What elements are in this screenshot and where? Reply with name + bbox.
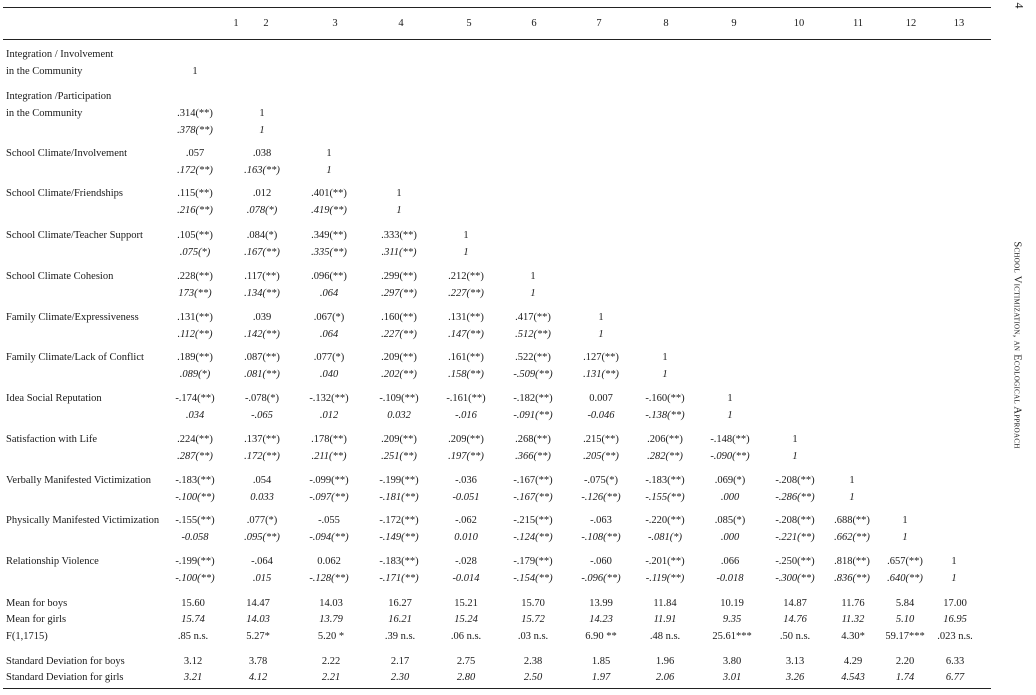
correlation-cell: .349(**) <box>311 230 347 241</box>
correlation-cell-alt: .095(**) <box>244 532 280 543</box>
correlation-cell-alt: -.221(**) <box>775 532 815 543</box>
correlation-cell-alt: -.286(**) <box>775 492 815 503</box>
stat-value: 11.91 <box>653 614 677 625</box>
correlation-cell-alt: .640(**) <box>887 573 923 584</box>
stat-value: 3.21 <box>183 672 203 683</box>
correlation-cell-alt: .142(**) <box>244 329 280 340</box>
correlation-cell: -.201(**) <box>645 556 685 567</box>
stat-value: 13.79 <box>319 614 343 625</box>
stat-value: 3.78 <box>248 656 268 667</box>
correlation-cell: 1 <box>326 148 332 159</box>
correlation-cell: -.161(**) <box>446 393 486 404</box>
correlation-cell-alt: .158(**) <box>448 369 484 380</box>
column-number: 12 <box>905 18 917 29</box>
correlation-cell-alt: -.091(**) <box>513 410 553 421</box>
row-label: Satisfaction with Life <box>6 434 97 445</box>
correlation-cell: -.208(**) <box>775 515 815 526</box>
correlation-cell: -.075(*) <box>583 475 619 486</box>
stat-value: 1.74 <box>895 672 915 683</box>
column-number: 6 <box>531 18 537 29</box>
stat-value: 14.87 <box>783 598 807 609</box>
stat-value: 11.84 <box>653 598 677 609</box>
correlation-cell-alt: 0.033 <box>250 492 274 503</box>
column-number: 3 <box>332 18 338 29</box>
correlation-cell: -.148(**) <box>710 434 750 445</box>
correlation-cell-alt: -.138(**) <box>645 410 685 421</box>
correlation-cell: -.199(**) <box>379 475 419 486</box>
correlation-cell-alt: .197(**) <box>448 451 484 462</box>
correlation-cell-alt: .167(**) <box>244 247 280 258</box>
stat-value: 6.33 <box>945 656 965 667</box>
correlation-cell-alt: -.108(**) <box>581 532 621 543</box>
stat-value: 13.99 <box>589 598 613 609</box>
stat-value: 1.85 <box>591 656 611 667</box>
correlation-cell: .117(**) <box>244 271 280 282</box>
row-label: Family Climate/Lack of Conflict <box>6 352 144 363</box>
correlation-cell-alt: -.509(**) <box>513 369 553 380</box>
correlation-cell: 1 <box>192 66 198 77</box>
stat-value: 11.76 <box>841 598 865 609</box>
correlation-cell-alt: -0.014 <box>452 573 480 584</box>
correlation-cell-alt: .205(**) <box>583 451 619 462</box>
stat-value: 15.72 <box>521 614 545 625</box>
stat-value: 1.96 <box>655 656 675 667</box>
correlation-cell: .057 <box>185 148 205 159</box>
correlation-cell-alt: -.167(**) <box>513 492 553 503</box>
header-bottom-rule <box>3 39 991 40</box>
correlation-cell: .087(**) <box>244 352 280 363</box>
correlation-cell: 1 <box>259 108 265 119</box>
stat-value: 14.03 <box>319 598 343 609</box>
correlation-cell-alt: -.181(**) <box>379 492 419 503</box>
correlation-cell-alt: .378(**) <box>177 125 213 136</box>
correlation-cell-alt: .366(**) <box>515 451 551 462</box>
correlation-cell: 1 <box>792 434 798 445</box>
stat-value: 5.20 * <box>317 631 345 642</box>
correlation-cell: .137(**) <box>244 434 280 445</box>
stat-value: 25.61*** <box>712 631 752 642</box>
stat-value: 4.29 <box>843 656 863 667</box>
stat-value: 4.543 <box>841 672 865 683</box>
correlation-cell-alt: .512(**) <box>515 329 551 340</box>
correlation-cell: -.179(**) <box>513 556 553 567</box>
correlation-cell-alt: .000 <box>720 492 740 503</box>
correlation-cell: -.220(**) <box>645 515 685 526</box>
correlation-cell-alt: .012 <box>319 410 339 421</box>
correlation-cell-alt: -.171(**) <box>379 573 419 584</box>
correlation-cell-alt: -.016 <box>455 410 477 421</box>
correlation-cell: 1 <box>396 188 402 199</box>
row-label: Integration / Involvement <box>6 49 114 60</box>
column-number: 8 <box>663 18 669 29</box>
correlation-cell: 1 <box>530 271 536 282</box>
correlation-cell: .131(**) <box>448 312 484 323</box>
stat-value: 2.80 <box>456 672 476 683</box>
correlation-cell-alt: 0.010 <box>454 532 478 543</box>
stat-value: 15.60 <box>181 598 205 609</box>
correlation-cell: 1 <box>849 475 855 486</box>
row-label: Verbally Manifested Victimization <box>6 475 151 486</box>
correlation-cell-alt: .227(**) <box>381 329 417 340</box>
stat-value: 2.17 <box>390 656 410 667</box>
correlation-cell-alt: 1 <box>849 492 855 503</box>
correlation-cell: .084(*) <box>246 230 278 241</box>
correlation-cell: 1 <box>598 312 604 323</box>
correlation-cell-alt: 1 <box>463 247 469 258</box>
correlation-cell: 1 <box>463 230 469 241</box>
stat-label: Standard Deviation for girls <box>6 672 124 683</box>
stat-value: 16.21 <box>388 614 412 625</box>
correlation-cell-alt: .172(**) <box>177 165 213 176</box>
column-number: 4 <box>398 18 404 29</box>
correlation-cell-alt: .836(**) <box>834 573 870 584</box>
stat-value: 3.13 <box>785 656 805 667</box>
correlation-cell: -.215(**) <box>513 515 553 526</box>
row-label: Physically Manifested Victimization <box>6 515 160 526</box>
correlation-cell-alt: .172(**) <box>244 451 280 462</box>
correlation-cell: -.155(**) <box>175 515 215 526</box>
correlation-cell: .085(*) <box>714 515 746 526</box>
correlation-cell-alt: -0.018 <box>716 573 744 584</box>
stat-value: 14.47 <box>246 598 270 609</box>
stat-value: .85 n.s. <box>177 631 209 642</box>
correlation-cell-alt: .211(**) <box>311 451 347 462</box>
stat-value: .06 n.s. <box>450 631 482 642</box>
correlation-cell-alt: -0.046 <box>587 410 615 421</box>
correlation-cell: 1 <box>727 393 733 404</box>
correlation-cell-alt: 1 <box>727 410 733 421</box>
correlation-cell-alt: -.155(**) <box>645 492 685 503</box>
correlation-cell: -.160(**) <box>645 393 685 404</box>
correlation-cell: -.028 <box>455 556 477 567</box>
correlation-cell: -.172(**) <box>379 515 419 526</box>
stat-value: 2.38 <box>523 656 543 667</box>
correlation-cell: 1 <box>902 515 908 526</box>
column-number: 9 <box>731 18 737 29</box>
correlation-cell-alt: .251(**) <box>381 451 417 462</box>
correlation-cell: -.099(**) <box>309 475 349 486</box>
table-top-rule <box>3 7 991 8</box>
correlation-cell: .131(**) <box>177 312 213 323</box>
correlation-cell-alt: .000 <box>720 532 740 543</box>
correlation-cell-alt: .078(*) <box>246 205 278 216</box>
correlation-cell-alt: -.300(**) <box>775 573 815 584</box>
correlation-cell: .314(**) <box>177 108 213 119</box>
correlation-cell: .209(**) <box>448 434 484 445</box>
running-head-text: School Victimization, an Ecological Approach <box>1011 241 1023 449</box>
correlation-cell: 0.062 <box>317 556 341 567</box>
correlation-cell-alt: -.081(*) <box>647 532 683 543</box>
correlation-cell: .522(**) <box>515 352 551 363</box>
row-label: Idea Social Reputation <box>6 393 102 404</box>
row-label: in the Community <box>6 66 83 77</box>
column-number: 11 <box>852 18 864 29</box>
correlation-cell: .228(**) <box>177 271 213 282</box>
correlation-cell: .077(*) <box>313 352 345 363</box>
stat-label: Mean for girls <box>6 614 67 625</box>
correlation-cell-alt: .216(**) <box>177 205 213 216</box>
correlation-cell: -.174(**) <box>175 393 215 404</box>
correlation-cell: .105(**) <box>177 230 213 241</box>
correlation-cell-alt: -.154(**) <box>513 573 553 584</box>
correlation-cell: 0.007 <box>589 393 613 404</box>
stat-value: 3.80 <box>722 656 742 667</box>
correlation-cell-alt: 1 <box>951 573 957 584</box>
stat-value: .39 n.s. <box>384 631 416 642</box>
correlation-cell-alt: -.119(**) <box>645 573 685 584</box>
page-number: 4 <box>1012 2 1027 9</box>
correlation-cell: -.063 <box>590 515 612 526</box>
stat-label: Mean for boys <box>6 598 68 609</box>
stat-value: .023 n.s. <box>937 631 973 642</box>
correlation-cell: .189(**) <box>177 352 213 363</box>
correlation-cell-alt: 1 <box>598 329 604 340</box>
correlation-cell-alt: 1 <box>530 288 536 299</box>
stat-label: Standard Deviation for boys <box>6 656 125 667</box>
correlation-cell: -.182(**) <box>513 393 553 404</box>
correlation-cell-alt: .147(**) <box>448 329 484 340</box>
stat-value: 6.90 ** <box>585 631 617 642</box>
correlation-cell-alt: .112(**) <box>177 329 213 340</box>
correlation-cell-alt: .202(**) <box>381 369 417 380</box>
correlation-cell: .069(*) <box>714 475 746 486</box>
correlation-cell-alt: -0.051 <box>452 492 480 503</box>
correlation-cell: .333(**) <box>381 230 417 241</box>
correlation-cell: .212(**) <box>448 271 484 282</box>
row-label: School Climate/Involvement <box>6 148 128 159</box>
column-number: 2 <box>263 18 269 29</box>
correlation-cell-alt: .163(**) <box>244 165 280 176</box>
correlation-cell-alt: -.100(**) <box>175 573 215 584</box>
correlation-cell-alt: 0.032 <box>387 410 411 421</box>
correlation-cell-alt: .089(*) <box>179 369 211 380</box>
row-label: School Climate/Friendships <box>6 188 123 199</box>
stat-value: 2.06 <box>655 672 675 683</box>
correlation-cell: .066 <box>720 556 740 567</box>
correlation-cell: .039 <box>252 312 272 323</box>
correlation-cell: .160(**) <box>381 312 417 323</box>
stat-label: F(1,1715) <box>6 631 48 642</box>
stat-value: 59.17*** <box>885 631 925 642</box>
stat-value: .48 n.s. <box>649 631 681 642</box>
stat-value: 2.30 <box>390 672 410 683</box>
stat-value: 4.30* <box>841 631 865 642</box>
correlation-cell: -.060 <box>590 556 612 567</box>
stat-value: 16.95 <box>943 614 967 625</box>
stat-value: .03 n.s. <box>517 631 549 642</box>
correlation-cell: -.132(**) <box>309 393 349 404</box>
stat-value: 17.00 <box>943 598 967 609</box>
correlation-cell-alt: .015 <box>252 573 272 584</box>
correlation-cell-alt: -.097(**) <box>309 492 349 503</box>
stat-value: 2.20 <box>895 656 915 667</box>
stat-value: 15.70 <box>521 598 545 609</box>
stat-value: 9.35 <box>722 614 742 625</box>
correlation-cell: .054 <box>252 475 272 486</box>
correlation-cell: -.208(**) <box>775 475 815 486</box>
correlation-cell-alt: -.094(**) <box>309 532 349 543</box>
correlation-cell-alt: .040 <box>319 369 339 380</box>
correlation-cell: .012 <box>252 188 272 199</box>
stat-value: 15.21 <box>454 598 478 609</box>
correlation-cell: .209(**) <box>381 434 417 445</box>
correlation-cell: -.167(**) <box>513 475 553 486</box>
correlation-cell: .299(**) <box>381 271 417 282</box>
correlation-cell: .209(**) <box>381 352 417 363</box>
stat-value: 3.12 <box>183 656 203 667</box>
column-number: 7 <box>596 18 602 29</box>
correlation-cell: .401(**) <box>311 188 347 199</box>
correlation-cell-alt: -.100(**) <box>175 492 215 503</box>
stat-value: 6.77 <box>945 672 965 683</box>
correlation-cell-alt: .064 <box>319 288 339 299</box>
correlation-cell-alt: -.124(**) <box>513 532 553 543</box>
correlation-cell-alt: .287(**) <box>177 451 213 462</box>
correlation-cell: -.199(**) <box>175 556 215 567</box>
correlation-cell: .206(**) <box>647 434 683 445</box>
stat-value: 14.76 <box>783 614 807 625</box>
correlation-cell-alt: 173(**) <box>178 288 212 299</box>
stat-value: 14.03 <box>246 614 270 625</box>
correlation-cell-alt: .131(**) <box>583 369 619 380</box>
correlation-cell: 1 <box>951 556 957 567</box>
correlation-cell-alt: -.128(**) <box>309 573 349 584</box>
correlation-cell-alt: -0.058 <box>181 532 209 543</box>
correlation-cell-alt: .419(**) <box>311 205 347 216</box>
table-bottom-rule <box>3 688 991 689</box>
correlation-cell: .067(*) <box>313 312 345 323</box>
correlation-cell: .115(**) <box>177 188 213 199</box>
stat-value: 2.50 <box>523 672 543 683</box>
correlation-cell-alt: -.090(**) <box>710 451 750 462</box>
correlation-cell: .215(**) <box>583 434 619 445</box>
correlation-cell-alt: -.126(**) <box>581 492 621 503</box>
correlation-cell-alt: .134(**) <box>244 288 280 299</box>
correlation-cell: .417(**) <box>515 312 551 323</box>
correlation-cell-alt: .662(**) <box>834 532 870 543</box>
stat-value: 16.27 <box>388 598 412 609</box>
correlation-cell: -.064 <box>251 556 273 567</box>
correlation-cell: -.183(**) <box>379 556 419 567</box>
correlation-cell: -.062 <box>455 515 477 526</box>
correlation-cell: -.250(**) <box>775 556 815 567</box>
correlation-cell: .096(**) <box>311 271 347 282</box>
correlation-cell: -.183(**) <box>645 475 685 486</box>
correlation-cell-alt: -.065 <box>251 410 273 421</box>
row-label: School Climate Cohesion <box>6 271 114 282</box>
correlation-cell-alt: 1 <box>396 205 402 216</box>
correlation-cell: -.036 <box>455 475 477 486</box>
correlation-cell-alt: .064 <box>319 329 339 340</box>
stat-value: 14.23 <box>589 614 613 625</box>
correlation-cell: 1 <box>662 352 668 363</box>
row-label: Integration /Participation <box>6 91 112 102</box>
stat-value: 11.32 <box>841 614 865 625</box>
correlation-cell: .077(*) <box>246 515 278 526</box>
correlation-cell: .127(**) <box>583 352 619 363</box>
correlation-cell-alt: 1 <box>259 125 265 136</box>
correlation-cell: .688(**) <box>834 515 870 526</box>
correlation-cell-alt: .034 <box>185 410 205 421</box>
correlation-cell-alt: 1 <box>792 451 798 462</box>
stat-value: 2.75 <box>456 656 476 667</box>
stat-value: 10.19 <box>720 598 744 609</box>
column-number: 1 <box>233 18 239 29</box>
correlation-cell-alt: .081(**) <box>244 369 280 380</box>
stat-value: 5.10 <box>895 614 915 625</box>
stat-value: 2.21 <box>321 672 341 683</box>
correlation-cell: -.055 <box>318 515 340 526</box>
correlation-cell: -.078(*) <box>244 393 280 404</box>
correlation-cell: .657(**) <box>887 556 923 567</box>
correlation-cell: .161(**) <box>448 352 484 363</box>
stat-value: 5.84 <box>895 598 915 609</box>
correlation-cell-alt: .311(**) <box>381 247 417 258</box>
stat-value: 15.24 <box>454 614 478 625</box>
stat-value: .50 n.s. <box>779 631 811 642</box>
stat-value: 3.26 <box>785 672 805 683</box>
correlation-cell-alt: -.149(**) <box>379 532 419 543</box>
correlation-cell-alt: .282(**) <box>647 451 683 462</box>
correlation-cell-alt: .227(**) <box>448 288 484 299</box>
row-label: Family Climate/Expressiveness <box>6 312 139 323</box>
stat-value: 1.97 <box>591 672 611 683</box>
row-label: in the Community <box>6 108 83 119</box>
stat-value: 5.27* <box>246 631 270 642</box>
stat-value: 3.01 <box>722 672 742 683</box>
correlation-cell-alt: 1 <box>902 532 908 543</box>
correlation-cell-alt: 1 <box>662 369 668 380</box>
correlation-cell: -.109(**) <box>379 393 419 404</box>
row-label: School Climate/Teacher Support <box>6 230 143 241</box>
correlation-cell: .178(**) <box>311 434 347 445</box>
column-number: 10 <box>793 18 805 29</box>
correlation-cell: .224(**) <box>177 434 213 445</box>
correlation-cell-alt: .075(*) <box>179 247 211 258</box>
correlation-cell: .268(**) <box>515 434 551 445</box>
correlation-cell-alt: -.096(**) <box>581 573 621 584</box>
stat-value: 15.74 <box>181 614 205 625</box>
correlation-cell-alt: .335(**) <box>311 247 347 258</box>
stat-value: 4.12 <box>248 672 268 683</box>
correlation-cell: .038 <box>252 148 272 159</box>
column-number: 5 <box>466 18 472 29</box>
stat-value: 2.22 <box>321 656 341 667</box>
correlation-cell-alt: 1 <box>326 165 332 176</box>
row-label: Relationship Violence <box>6 556 99 567</box>
column-number: 13 <box>953 18 965 29</box>
correlation-cell: -.183(**) <box>175 475 215 486</box>
correlation-cell-alt: .297(**) <box>381 288 417 299</box>
correlation-cell: .818(**) <box>834 556 870 567</box>
